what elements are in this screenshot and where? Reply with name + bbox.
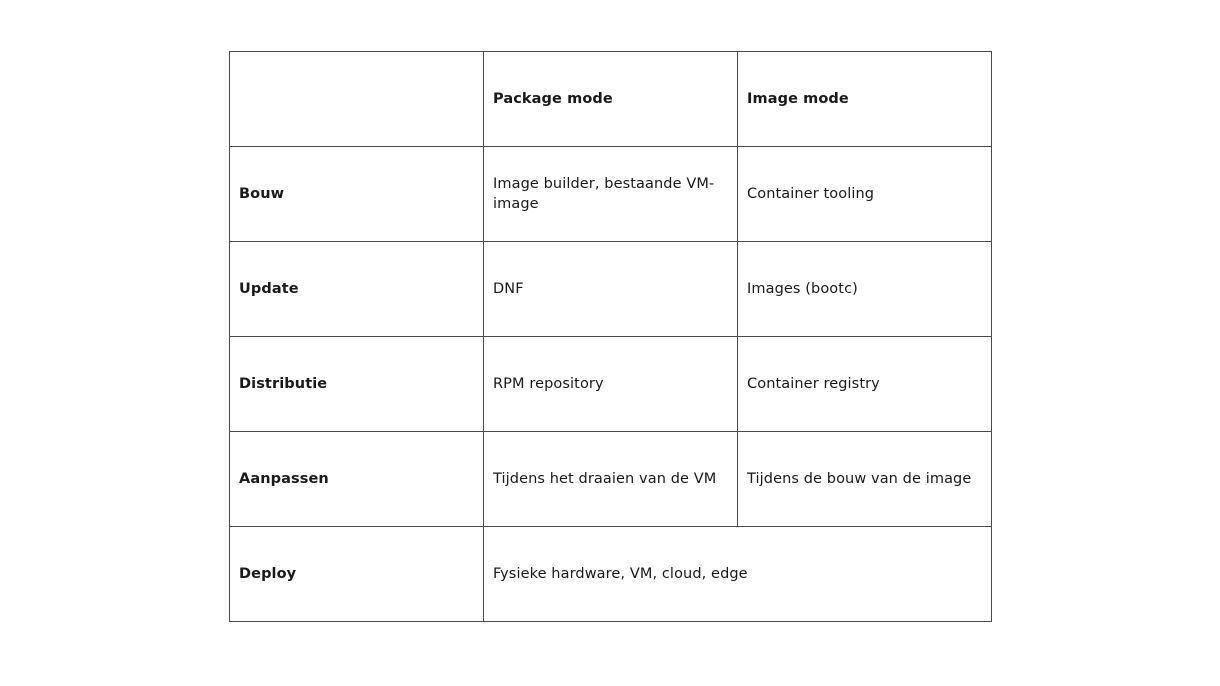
image-mode-cell: Tijdens de bouw van de image	[738, 432, 992, 527]
package-mode-cell: Tijdens het draaien van de VM	[484, 432, 738, 527]
comparison-table	[229, 51, 992, 622]
table-row	[230, 432, 992, 527]
table-header-row	[230, 52, 992, 147]
image-mode-cell: Container tooling	[738, 147, 992, 242]
image-mode-cell: Images (bootc)	[738, 242, 992, 337]
row-label: Aanpassen	[230, 432, 484, 527]
row-label: Deploy	[230, 527, 484, 622]
package-mode-cell: RPM repository	[484, 337, 738, 432]
header-image-mode: Image mode	[738, 52, 992, 147]
image-mode-cell: Container registry	[738, 337, 992, 432]
table-row	[230, 147, 992, 242]
header-package-mode: Package mode	[484, 52, 738, 147]
table-row	[230, 527, 992, 622]
table-row	[230, 337, 992, 432]
row-label: Bouw	[230, 147, 484, 242]
row-label: Distributie	[230, 337, 484, 432]
package-mode-cell: DNF	[484, 242, 738, 337]
merged-cell: Fysieke hardware, VM, cloud, edge	[484, 527, 992, 622]
row-label: Update	[230, 242, 484, 337]
header-empty-cell	[230, 52, 484, 147]
table-row	[230, 242, 992, 337]
package-mode-cell: Image builder, bestaande VM-image	[484, 147, 738, 242]
